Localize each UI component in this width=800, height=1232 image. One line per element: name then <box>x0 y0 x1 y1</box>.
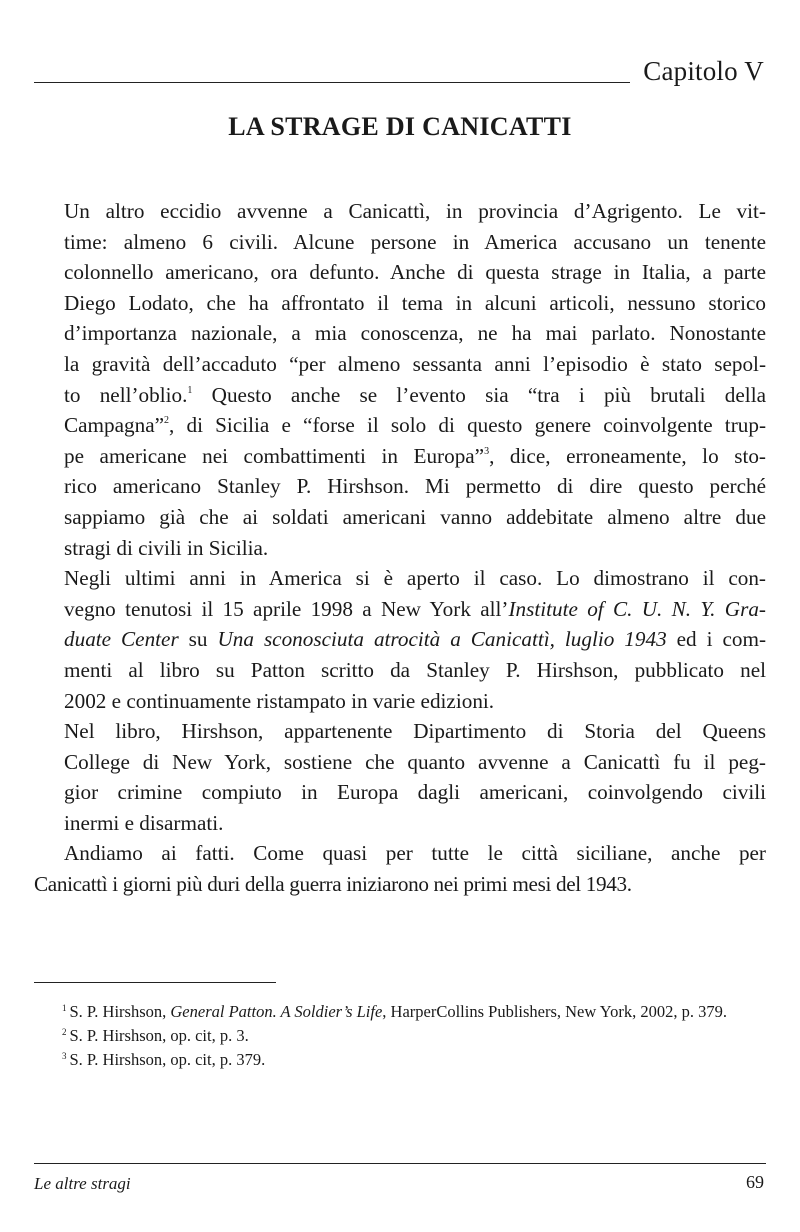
text-line: time: almeno 6 civili. Alcune persone in America accusano un tenente <box>64 229 766 254</box>
footnote-rule <box>34 982 276 983</box>
text-segment: Campagna” <box>64 413 165 438</box>
text-segment: to nell’oblio. <box>64 382 188 407</box>
text-line <box>34 380 766 411</box>
footer-rule <box>34 1163 766 1164</box>
text-line: menti al libro su Patton scritto da Stanley P. Hirshson, pubblicato nel <box>64 657 766 682</box>
text-line: stragi di civili in Sicilia. <box>64 535 269 560</box>
text-line: Negli ultimi anni in America si è aperto il caso. Lo dimostrano il con- <box>64 566 766 591</box>
italic-title: Institute of C. U. N. Y. Gra- <box>508 596 766 621</box>
footnote-text: S. P. Hirshson, op. cit, p. 3. <box>69 1026 249 1045</box>
footnote-ref-1[interactable]: 1 <box>187 384 193 396</box>
paragraph-2 <box>34 563 766 716</box>
text-segment: ed i com- <box>666 627 767 652</box>
body-text <box>34 196 766 900</box>
text-line <box>34 594 766 625</box>
text-segment: , di Sicilia e “forse il solo di questo genere coinvolgente trup- <box>169 413 766 438</box>
text-line: inermi e disarmati. <box>64 810 224 835</box>
footnote-3 <box>34 1048 766 1072</box>
footnote-text: S. P. Hirshson, <box>69 1002 171 1021</box>
footnotes <box>34 1000 766 1072</box>
text-segment: vegno tenutosi il 15 aprile 1998 a New York all’ <box>64 596 509 621</box>
paragraph-4 <box>34 838 766 899</box>
footnote-2 <box>34 1024 766 1048</box>
footnote-number: 2 <box>62 1027 67 1037</box>
text-line <box>34 441 766 472</box>
footnote-ref-2[interactable]: 2 <box>164 415 170 427</box>
text-line: gior crimine compiuto in Europa dagli americani, coinvolgendo civili <box>64 780 766 805</box>
footnote-text: S. P. Hirshson, op. cit, p. 379. <box>69 1050 266 1069</box>
footnote-number: 3 <box>62 1051 67 1061</box>
text-line: colonnello americano, ora defunto. Anche di questa strage in Italia, a parte <box>64 260 766 285</box>
footnote-1 <box>34 1000 766 1024</box>
text-line: sappiamo già che ai soldati americani vanno addebitate almeno altre due <box>64 504 766 529</box>
header-rule <box>34 82 630 83</box>
text-line: rico americano Stanley P. Hirshson. Mi permetto di dire questo perché <box>64 474 766 499</box>
text-segment: Questo anche se l’evento sia “tra i più brutali della <box>192 382 766 407</box>
italic-title: duate Center <box>64 627 179 652</box>
text-line <box>34 624 766 655</box>
paragraph-1 <box>34 196 766 563</box>
footnote-number: 1 <box>62 1003 67 1013</box>
text-line: d’importanza nazionale, a mia conoscenza, ne ha mai parlato. Nonostante <box>64 321 766 346</box>
text-line: College di New York, sostiene che quanto avvenne a Canicattì fu il peg- <box>64 749 766 774</box>
chapter-label: Capitolo V <box>643 56 764 86</box>
footnote-ref-3[interactable]: 3 <box>484 445 490 457</box>
text-line: Diego Lodato, che ha affrontato il tema in alcuni articoli, nessuno storico <box>64 290 766 315</box>
page-title: LA STRAGE DI CANICATTI <box>228 112 572 141</box>
footnote-book-title: General Patton. A Soldier’s Life <box>170 1002 383 1021</box>
text-segment: su <box>178 627 218 652</box>
text-line: Andiamo ai fatti. Come quasi per tutte le città siciliane, anche per <box>64 841 766 866</box>
footnote-text: , HarperCollins Publishers, New York, 2002, p. 379. <box>382 1002 727 1021</box>
text-segment: pe americane nei combattimenti in Europa” <box>64 443 485 468</box>
text-segment: , dice, erroneamente, lo sto- <box>489 443 766 468</box>
text-line: Canicattì i giorni più duri della guerra iniziarono nei primi mesi del 1943. <box>34 872 632 897</box>
text-line <box>34 410 766 441</box>
page-number: 69 <box>746 1172 764 1192</box>
italic-title: Una sconosciuta atrocità a Canicattì, luglio 1943 <box>217 627 667 652</box>
text-line: Nel libro, Hirshson, appartenente Dipartimento di Storia del Queens <box>64 719 766 744</box>
paragraph-3 <box>34 716 766 838</box>
text-line: Un altro eccidio avvenne a Canicattì, in provincia d’Agrigento. Le vit- <box>64 199 766 223</box>
text-line: la gravità dell’accaduto “per almeno sessanta anni l’episodio è stato sepol- <box>64 351 766 376</box>
running-footer-title: Le altre stragi <box>34 1174 131 1193</box>
text-line: 2002 e continuamente ristampato in varie edizioni. <box>64 688 495 713</box>
